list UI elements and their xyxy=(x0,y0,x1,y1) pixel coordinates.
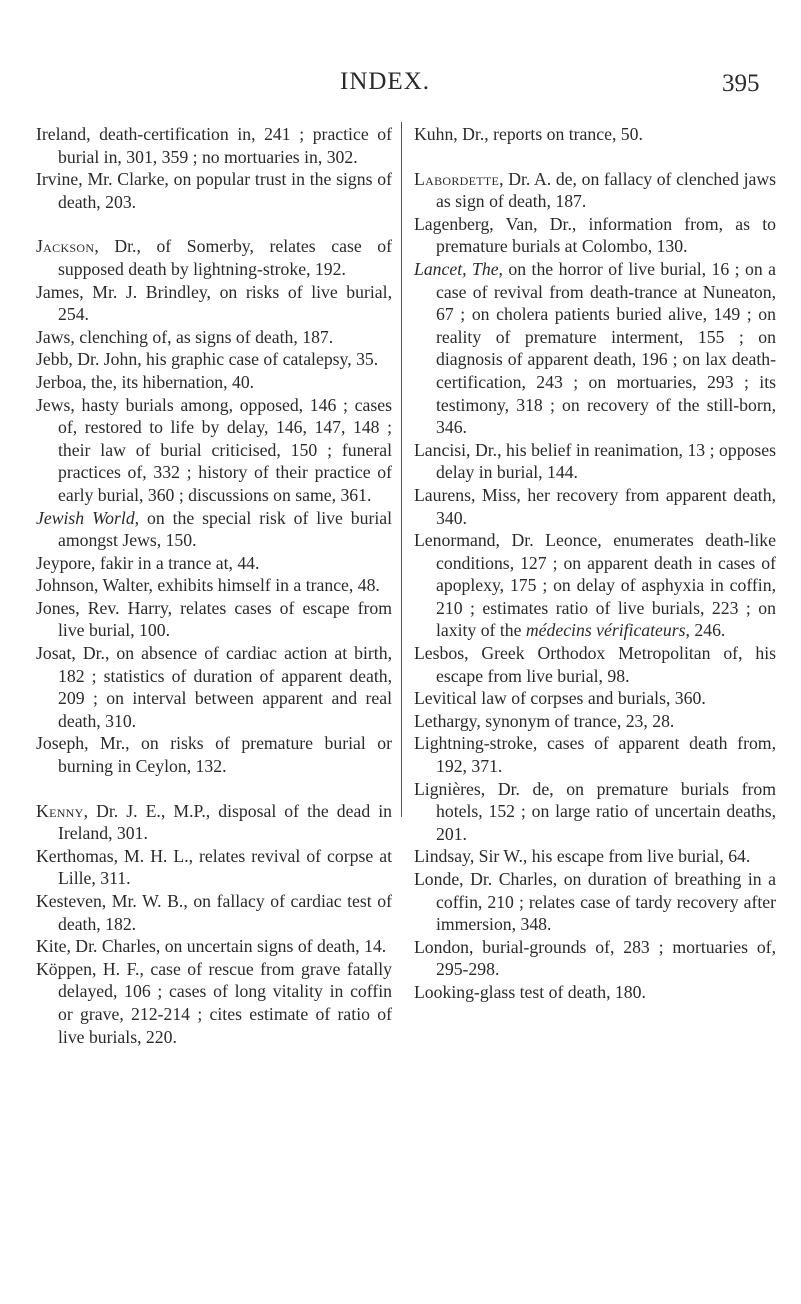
index-entry-text: Lindsay, Sir W., his escape from live burial, 64. xyxy=(414,846,751,867)
index-entry xyxy=(36,958,392,1048)
index-entry-text: Kerthomas, M. H. L., relates revival of corpse at Lille, 311. xyxy=(36,845,392,889)
index-entry xyxy=(414,484,776,529)
index-entry xyxy=(36,507,392,552)
index-entry-text: Jewish World xyxy=(36,507,135,528)
index-entry xyxy=(414,123,776,146)
index-entry-text: Josat, Dr., on absence of cardiac action at birth, 182 ; statistics of duration of apparent death, 209 ; on interval between apparent and real death, 310. xyxy=(36,643,392,731)
index-entry-text: London, burial-grounds of, 283 ; mortuaries of, 295-298. xyxy=(414,936,776,980)
index-entry xyxy=(414,868,776,936)
index-entry xyxy=(36,394,392,507)
index-entry xyxy=(36,574,392,597)
index-entry xyxy=(36,597,392,642)
index-entry xyxy=(414,981,776,1004)
index-entry-text: Looking-glass test of death, 180. xyxy=(414,981,646,1002)
index-entry-text: Jackson xyxy=(36,236,95,257)
index-entry-text: , 246. xyxy=(685,620,726,641)
index-entry-text: Kesteven, Mr. W. B., on fallacy of cardiac test of death, 182. xyxy=(36,891,392,934)
index-entry-text: Ireland, death-certification in, 241 ; practice of burial in, 301, 359 ; no mortuaries in, 302. xyxy=(36,124,392,167)
index-entry-text: Lagenberg, Van, Dr., information from, as to premature burials at Colombo, 130. xyxy=(414,213,776,257)
index-entry-text: Jaws, clenching of, as signs of death, 187. xyxy=(36,326,334,347)
index-entry-text: , Dr., of Somerby, relates case of supposed death by lightning-stroke, 192. xyxy=(58,236,392,279)
index-entry-text: Johnson, Walter, exhibits himself in a trance, 48. xyxy=(36,575,380,596)
index-entry xyxy=(414,258,776,439)
index-entry-text: Lignières, Dr. de, on premature burials from hotels, 152 ; on large ratio of uncertain deaths, 201. xyxy=(414,778,776,844)
index-entry-text: , on the special risk of live burial amongst Jews, 150. xyxy=(58,507,393,551)
index-entry-text: Lesbos, Greek Orthodox Metropolitan of, his escape from live burial, 98. xyxy=(414,643,776,686)
index-entry-text: James, Mr. J. Brindley, on risks of live burial, 254. xyxy=(36,281,392,325)
index-entry xyxy=(36,123,392,168)
index-entry-text: , Dr. J. E., M.P., disposal of the dead in Ireland, 301. xyxy=(58,800,392,844)
index-entry-text: Köppen, H. F., case of rescue from grave fatally delayed, 106 ; cases of long vitality in coffin or grave, 212-214 ; cites estimate of ratio of live burials, 220. xyxy=(36,958,392,1047)
index-entry xyxy=(36,732,392,777)
index-entry-text: , Dr. A. de, on fallacy of clenched jaws as sign of death, 187. xyxy=(436,168,776,212)
index-entry-text: Lancet, The xyxy=(414,258,499,279)
index-entry-text: Jebb, Dr. John, his graphic case of catalepsy, 35. xyxy=(36,349,379,370)
index-entry-text: Joseph, Mr., on risks of premature burial or burning in Ceylon, 132. xyxy=(36,733,392,777)
index-entry xyxy=(414,710,776,733)
index-entry xyxy=(414,778,776,846)
index-entry-text: Jerboa, the, its hibernation, 40. xyxy=(36,371,255,392)
index-entry-text: Levitical law of corpses and burials, 360. xyxy=(414,688,706,709)
index-entry xyxy=(36,281,392,326)
index-entry xyxy=(414,845,776,868)
index-entry xyxy=(414,732,776,777)
index-entry xyxy=(36,890,392,935)
index-entry-text: Laurens, Miss, her recovery from apparent death, 340. xyxy=(414,484,776,528)
index-entry xyxy=(414,439,776,484)
index-entry xyxy=(414,168,776,213)
index-entry xyxy=(36,348,392,371)
index-entry-text: , on the horror of live burial, 16 ; on a case of revival from death-trance at Nuneaton, 67 ; on cholera patients buried alive, 149 ; on reality of premature interment, 155 ; on diagnosis of apparent death, 196 ; on lax death-certification, 243 ; on mortuaries, 293 ; its testimony, 318 ; on recovery of the still-born, 346. xyxy=(436,258,777,438)
running-title: INDEX. xyxy=(340,68,431,95)
page-number: 395 xyxy=(722,70,760,97)
index-entry xyxy=(36,235,392,280)
index-entry-text: Labordette xyxy=(414,168,500,189)
index-entry xyxy=(414,687,776,710)
index-entry xyxy=(36,845,392,890)
index-entry-text: Jews, hasty burials among, opposed, 146 ; cases of, restored to life by delay, 146, 147, 148 ; their law of burial criticised, 150 ; funeral practices of, 332 ; history of their practice of early burial, 360 ; discussions on same, 361. xyxy=(36,394,392,505)
index-entry xyxy=(414,213,776,258)
page-header xyxy=(0,54,801,97)
index-entry xyxy=(36,168,392,213)
index-entry xyxy=(36,800,392,845)
index-entry xyxy=(36,935,392,958)
index-entry-text: médecins vérificateurs xyxy=(525,620,686,641)
column-divider xyxy=(401,122,402,817)
left-index-column xyxy=(36,123,392,1048)
right-index-column xyxy=(414,123,776,1004)
index-entry-text: Irvine, Mr. Clarke, on popular trust in the signs of death, 203. xyxy=(36,169,392,212)
index-entry xyxy=(414,936,776,981)
index-entry xyxy=(36,371,392,394)
index-entry-text: Jones, Rev. Harry, relates cases of escape from live burial, 100. xyxy=(36,597,392,641)
index-entry-text: Jeypore, fakir in a trance at, 44. xyxy=(36,552,260,573)
index-entry xyxy=(414,642,776,687)
index-entry xyxy=(36,642,392,732)
index-entry-text: Lenormand, Dr. Leonce, enumerates death-like conditions, 127 ; on apparent death in cases of apoplexy, 175 ; on delay of asphyxia in coffin, 210 ; estimates ratio of live burials, 223 ; on laxity of the xyxy=(414,530,776,641)
index-entry-text: Kuhn, Dr., reports on trance, 50. xyxy=(414,124,643,144)
index-entry-text: Londe, Dr. Charles, on duration of breathing in a coffin, 210 ; relates case of tardy recovery after immersion, 348. xyxy=(414,869,776,935)
index-entry xyxy=(36,326,392,349)
index-entry-text: Lancisi, Dr., his belief in reanimation, 13 ; opposes delay in burial, 144. xyxy=(414,439,776,483)
index-entry-text: Kite, Dr. Charles, on uncertain signs of death, 14. xyxy=(36,936,387,957)
index-entry-text: Lightning-stroke, cases of apparent death from, 192, 371. xyxy=(414,733,776,777)
index-entry xyxy=(414,529,776,642)
index-entry-text: Lethargy, synonym of trance, 23, 28. xyxy=(414,710,675,731)
index-entry xyxy=(36,552,392,575)
index-entry-text: Kenny xyxy=(36,800,84,821)
